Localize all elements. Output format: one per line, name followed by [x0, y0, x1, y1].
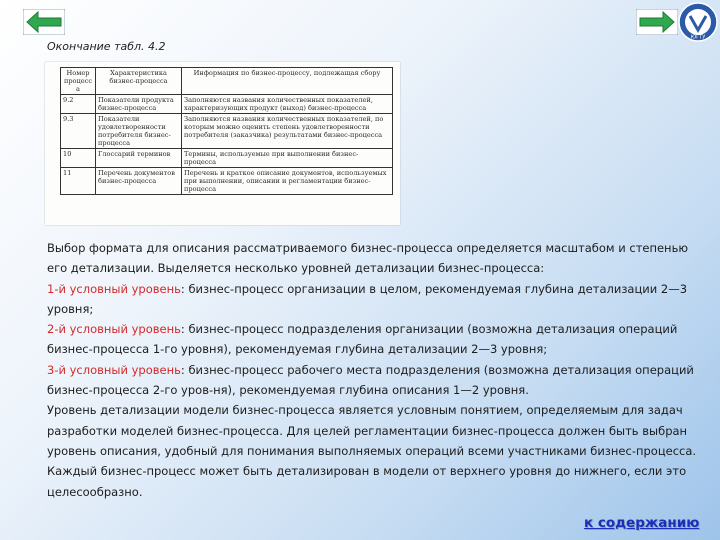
forward-arrow-button[interactable] [636, 9, 678, 35]
level-text: : бизнес-процесс подразделения организации (возможна детализация операций бизнес-процесса 1-го уровня), рекомендуемая глубина детализации 2—3 уровня; [47, 322, 678, 357]
level-label: 3-й условный уровень [47, 362, 181, 377]
table-cell: Заполняются названия количественных показателей, характеризующих продукт (выход) бизнес-процесса [182, 95, 393, 114]
table-cell: Перечень и краткое описание документов, используемых при выполнении, описании и регламентации бизнес-процесса [182, 168, 393, 195]
table-row [61, 168, 393, 195]
process-info-table [60, 67, 393, 195]
table-cell: Показатели продукта бизнес-процесса [96, 95, 182, 114]
intro-paragraph: Выбор формата для описания рассматриваемого бизнес-процесса определяется масштабом и степенью его детализации. Выделяется несколько уровней детализации бизнес-процесса: [47, 241, 689, 276]
back-arrow-button[interactable] [23, 9, 65, 35]
level-2-paragraph [47, 319, 697, 360]
university-logo [678, 2, 718, 42]
table-header-cell: Характеристика бизнес-процесса [96, 68, 182, 95]
table-caption: Окончание табл. 4.2 [47, 40, 166, 53]
table-row [61, 114, 393, 149]
level-text: : бизнес-процесс рабочего места подразделения (возможна детализация операций бизнес-процесса 2-го уров-ня), рекомендуемая глубина описания 1—2 уровня. [47, 362, 694, 398]
table-cell: Термины, используемые при выполнении бизнес-процесса [182, 149, 393, 168]
level-label: 1-й условный уровень [47, 281, 181, 296]
table-cell: Перечень документов бизнес-процесса [96, 168, 182, 195]
table-cell: 9.3 [61, 114, 96, 149]
level-1-paragraph [47, 279, 697, 320]
table-cell: 11 [61, 168, 96, 195]
level-3-paragraph [47, 360, 697, 401]
table-cell: Заполняются названия количественных показателей, по которым можно оценить степень удовлетворенности потребителя (заказчика) результатами бизнес-процесса [182, 114, 393, 149]
table-image [45, 62, 400, 225]
table-row [61, 95, 393, 114]
level-label: 2-й условный уровень [47, 322, 181, 337]
table-header-cell: Информация по бизнес-процессу, подлежащая сбору [182, 68, 393, 95]
table-header-cell: Номер процесса [61, 68, 96, 95]
logo-text: ЮГТУ [690, 34, 706, 41]
table-of-contents-link[interactable]: к содержанию [584, 515, 700, 531]
body-text [47, 238, 697, 502]
table-cell: Показатели удовлетворенности потребителя бизнес-процесса [96, 114, 182, 149]
conclusion-paragraph: Уровень детализации модели бизнес-процесса является условным понятием, определяемым для задач разработки моделей бизнес-процесса. Для целей регламентации бизнес-процесса должен быть выбран уровень описания, удобный для понимания выполняемых операций всеми участниками бизнес-процесса. Каждый бизнес-процесс может быть детализирован в модели от верхнего уровня до нижнего, если это целесообразно. [47, 403, 697, 499]
table-row [61, 149, 393, 168]
table-cell: 9.2 [61, 95, 96, 114]
table-cell: 10 [61, 149, 96, 168]
level-text: : бизнес-процесс организации в целом, рекомендуемая глубина детализации 2—3 уровня; [47, 281, 688, 316]
table-cell: Глоссарий терминов [96, 149, 182, 168]
